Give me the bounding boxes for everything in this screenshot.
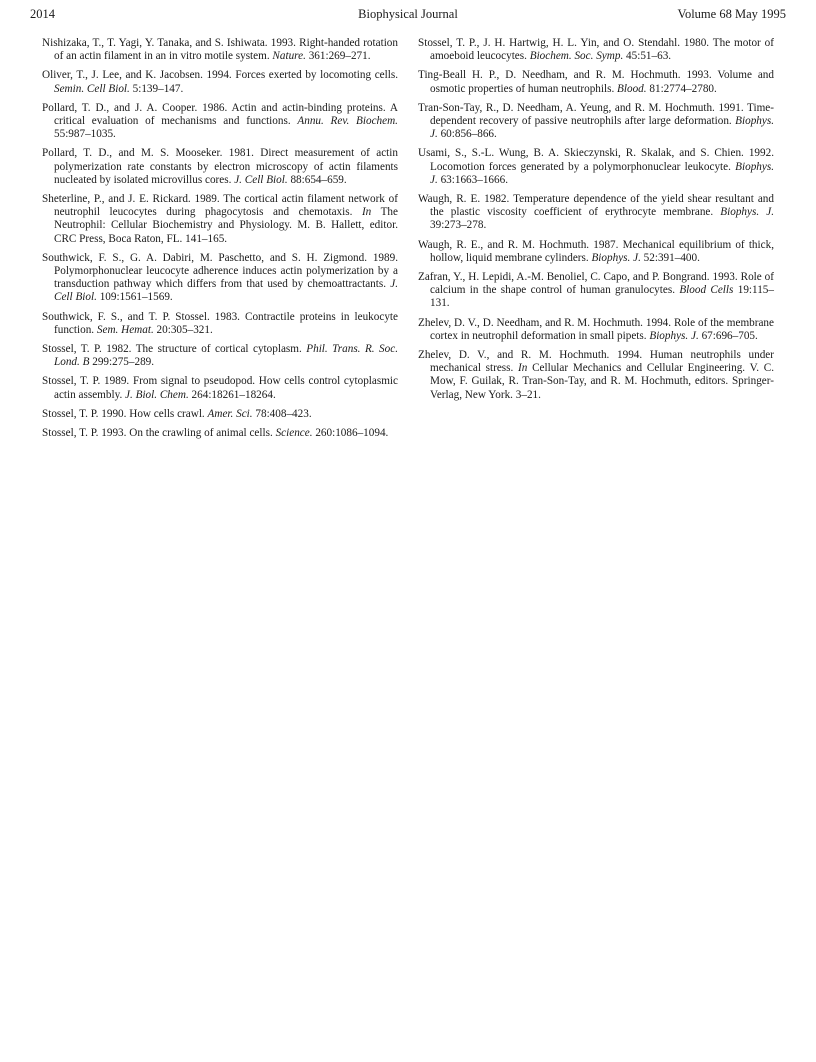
reference-journal: J. Cell Biol.	[234, 173, 288, 186]
reference-entry	[42, 252, 398, 305]
reference-citation: 52:391–400.	[640, 251, 700, 264]
reference-journal: Biophys. J.	[430, 160, 774, 186]
reference-text: Tran-Son-Tay, R., D. Needham, A. Yeung, and R. M. Hochmuth. 1991. Time-dependent recovery of passive neutrophils after large deformation.	[418, 101, 774, 128]
reference-entry	[42, 147, 398, 187]
reference-entry	[42, 311, 398, 337]
reference-citation: 39:273–278.	[430, 219, 487, 232]
reference-journal: Amer. Sci.	[207, 407, 253, 420]
reference-text: Sheterline, P., and J. E. Rickard. 1989. The cortical actin filament network of neutrophil leucocytes during phagocytosis and chemotaxis.	[42, 193, 398, 219]
reference-entry	[42, 37, 398, 63]
reference-text: Stossel, T. P. 1982. The structure of cortical cytoplasm.	[42, 343, 307, 356]
reference-entry	[42, 102, 398, 142]
reference-text: Oliver, T., J. Lee, and K. Jacobsen. 1994. Forces exerted by locomoting cells.	[42, 69, 398, 82]
reference-citation: 109:1561–1569.	[96, 291, 173, 304]
reference-citation: 20:305–321.	[153, 323, 213, 336]
reference-text: Stossel, T. P., J. H. Hartwig, H. L. Yin, and O. Stendahl. 1980. The motor of amoeboid leucocytes.	[418, 37, 774, 63]
reference-entry	[42, 343, 398, 369]
reference-journal: J. Cell Biol.	[54, 278, 398, 304]
reference-citation: Cellular Mechanics and Cellular Engineering. V. C. Mow, F. Guilak, R. Tran-Son-Tay, and R. M. Hochmuth, editors. Springer-Verlag, New York. 3–21.	[430, 362, 775, 401]
reference-citation: 60:856–866.	[437, 128, 497, 141]
reference-entry	[418, 271, 774, 311]
reference-journal: J. Biol. Chem.	[125, 388, 189, 401]
reference-journal: Annu. Rev. Biochem.	[297, 115, 398, 128]
reference-citation: 299:275–289.	[89, 356, 155, 369]
reference-citation: The Neutrophil: Cellular Biochemistry and Physiology. M. B. Hallett, editor. CRC Press, Boca Raton, FL. 141–165.	[54, 206, 398, 245]
reference-citation: 45:51–63.	[623, 50, 672, 63]
reference-citation: 260:1086–1094.	[312, 427, 389, 440]
reference-journal: Phil. Trans. R. Soc. Lond. B	[54, 343, 398, 369]
reference-entry	[418, 102, 774, 142]
volume-date: Volume 68 May 1995	[677, 7, 786, 21]
reference-entry	[42, 408, 398, 421]
reference-text: Waugh, R. E., and R. M. Hochmuth. 1987. Mechanical equilibrium of thick, hollow, liquid membrane cylinders.	[418, 238, 774, 264]
running-header	[30, 4, 786, 24]
reference-entry	[42, 193, 398, 246]
reference-citation: 19:115–131.	[430, 284, 774, 310]
reference-journal: In	[361, 206, 372, 219]
reference-citation: 63:1663–1666.	[437, 173, 508, 186]
reference-citation: 5:139–147.	[129, 82, 184, 95]
reference-text: Ting-Beall H. P., D. Needham, and R. M. Hochmuth. 1993. Volume and osmotic properties of human neutrophils.	[418, 69, 774, 95]
reference-journal: Science.	[275, 427, 313, 440]
reference-journal: Biophys. J.	[591, 251, 641, 264]
reference-text: Pollard, T. D., and M. S. Mooseker. 1981. Direct measurement of actin polymerization rate constants by electron microscopy of actin filaments nucleated by isolated microvillus cores.	[42, 147, 398, 186]
page-number: 2014	[30, 7, 55, 21]
reference-journal: In	[518, 362, 528, 375]
reference-text: Zhelev, D. V., and R. M. Hochmuth. 1994. Human neutrophils under mechanical stress.	[418, 349, 774, 375]
reference-entry	[418, 317, 774, 343]
reference-journal: Blood Cells	[679, 284, 734, 297]
references-left-column	[42, 37, 398, 446]
reference-entry	[418, 147, 774, 187]
reference-entry	[418, 193, 774, 233]
journal-title: Biophysical Journal	[358, 7, 458, 21]
reference-journal: Nature.	[272, 50, 306, 63]
reference-journal: Sem. Hemat.	[96, 323, 154, 336]
reference-entry	[418, 37, 774, 63]
reference-entry	[418, 239, 774, 265]
references-right-column	[418, 37, 774, 408]
reference-journal: Biophys. J.	[649, 329, 699, 342]
reference-text: Zhelev, D. V., D. Needham, and R. M. Hochmuth. 1994. Role of the membrane cortex in neutrophil deformation in small pipets.	[418, 316, 774, 342]
reference-text: Southwick, F. S., and T. P. Stossel. 1983. Contractile proteins in leukocyte function.	[42, 310, 398, 336]
reference-journal: Semin. Cell Biol.	[54, 82, 130, 95]
reference-journal: Blood.	[617, 82, 647, 95]
reference-citation: 67:696–705.	[698, 329, 758, 342]
reference-text: Southwick, F. S., G. A. Dabiri, M. Paschetto, and S. H. Zigmond. 1989. Polymorphonuclear leucocyte adherence induces actin polymerization by a transduction pathway which differs from that used by chemoattractants.	[42, 251, 398, 291]
reference-entry	[418, 69, 774, 95]
reference-citation: 361:269–271.	[305, 50, 371, 63]
reference-citation: 81:2774–2780.	[646, 82, 717, 95]
reference-text: Waugh, R. E. 1982. Temperature dependence of the yield shear resultant and the plastic viscosity coefficient of erythrocyte membrane.	[418, 193, 774, 219]
reference-journal: Biophys. J.	[720, 206, 774, 219]
reference-text: Stossel, T. P. 1989. From signal to pseudopod. How cells control cytoplasmic actin assembly.	[42, 375, 398, 401]
reference-citation: 78:408–423.	[252, 407, 312, 420]
reference-text: Stossel, T. P. 1993. On the crawling of animal cells.	[42, 427, 276, 440]
reference-entry	[42, 69, 398, 95]
reference-text: Pollard, T. D., and J. A. Cooper. 1986. Actin and actin-binding proteins. A critical evaluation of mechanisms and functions.	[42, 101, 398, 128]
reference-text: Stossel, T. P. 1990. How cells crawl.	[42, 407, 208, 420]
reference-text: Usami, S., S.-L. Wung, B. A. Skieczynski, R. Skalak, and S. Chien. 1992. Locomotion forces generated by a polymorphonuclear leukocyte.	[418, 147, 774, 173]
reference-citation: 264:18261–18264.	[188, 388, 276, 401]
reference-journal: Biophys. J.	[430, 115, 774, 141]
reference-entry	[418, 349, 774, 402]
reference-journal: Biochem. Soc. Symp.	[529, 50, 624, 63]
reference-entry	[42, 375, 398, 401]
reference-citation: 88:654–659.	[287, 173, 347, 186]
reference-entry	[42, 427, 398, 440]
reference-citation: 55:987–1035.	[54, 128, 116, 141]
reference-text: Zafran, Y., H. Lepidi, A.-M. Benoliel, C. Capo, and P. Bongrand. 1993. Role of calcium in the shape control of human granulocytes.	[418, 271, 774, 297]
reference-text: Nishizaka, T., T. Yagi, Y. Tanaka, and S. Ishiwata. 1993. Right-handed rotation of an actin filament in an in vitro motile system.	[42, 37, 398, 63]
